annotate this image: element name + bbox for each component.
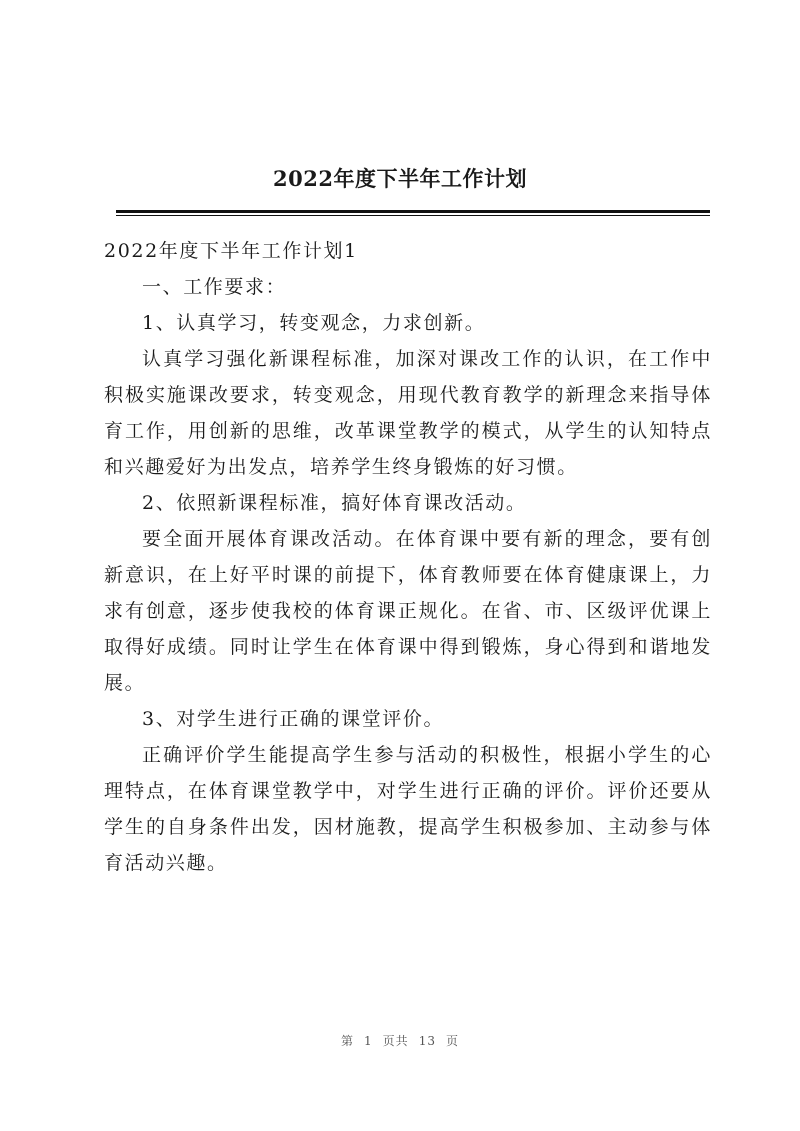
footer-middle: 页共: [382, 1034, 409, 1048]
item-heading-3: 3、对学生进行正确的课堂评价。: [142, 708, 445, 730]
item-heading-2: 2、依照新课程标准，搞好体育课改活动。: [142, 492, 527, 514]
section-heading: 2022年度下半年工作计划1: [104, 240, 358, 262]
item-heading-1: 1、认真学习，转变观念，力求创新。: [142, 312, 486, 334]
subsection-heading: 一、工作要求：: [142, 276, 287, 298]
footer-total-pages: 13: [418, 1034, 436, 1048]
title-divider-thin: [116, 215, 710, 216]
document-title: 2022年度下半年工作计划: [273, 166, 527, 191]
paragraph-3: 正确评价学生能提高学生参与活动的积极性，根据小学生的心理特点，在体育课堂教学中，对学生进行正确的评价。评价还要从学生的自身条件出发，因材施教，提高学生积极参加、主动参与体育活动兴趣。: [104, 744, 712, 874]
footer-suffix: 页: [445, 1034, 459, 1048]
footer-prefix: 第: [341, 1034, 355, 1048]
document-body: [104, 233, 712, 881]
footer-current-page: 1: [364, 1034, 373, 1048]
page-footer: [0, 1032, 800, 1049]
paragraph-1: 认真学习强化新课程标准，加深对课改工作的认识，在工作中积极实施课改要求，转变观念，用现代教育教学的新理念来指导体育工作，用创新的思维，改革课堂教学的模式，从学生的认知特点和兴趣爱好为出发点，培养学生终身锻炼的好习惯。: [104, 348, 712, 478]
paragraph-2: 要全面开展体育课改活动。在体育课中要有新的理念，要有创新意识，在上好平时课的前提下，体育教师要在体育健康课上，力求有创意，逐步使我校的体育课正规化。在省、市、区级评优课上取得好成绩。同时让学生在体育课中得到锻炼，身心得到和谐地发展。: [104, 528, 712, 694]
title-divider-thick: [116, 210, 710, 213]
